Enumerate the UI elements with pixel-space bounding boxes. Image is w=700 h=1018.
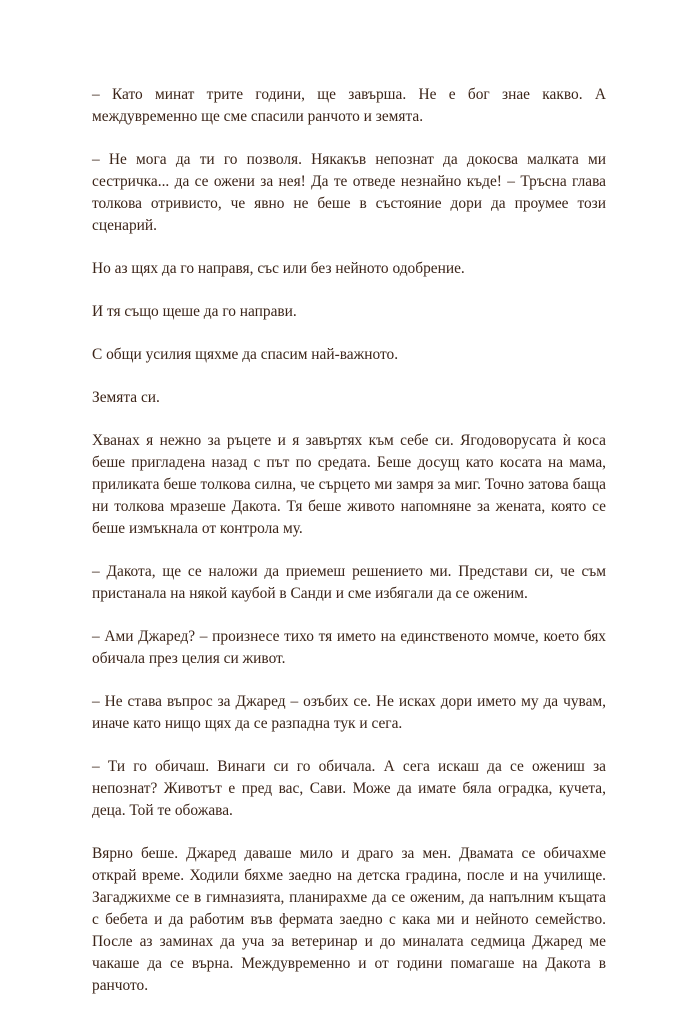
paragraph: С общи усилия щяхме да спасим най-важното.	[92, 346, 399, 363]
paragraph: Вярно беше. Джаред даваше мило и драго за мен. Двамата се обичахме открай време. Ходили бяхме заедно на детска градина, после и на училище. Загаджихме се в гимназията, планирахме да се оженим, да напълним къщата с бебета и да работим във фермата заедно с кака ми и нейното семейство. После аз заминах да уча за ветеринар и до миналата седмица Джаред ме чакаше да се върна. Междувременно и от години помагаше на Дакота в ранчото.	[92, 845, 606, 994]
paragraph: – Дакота, ще се наложи да приемеш решението ми. Представи си, че съм пристанала на някой каубой в Санди и сме избягали да се оженим.	[92, 563, 606, 602]
paragraph: И тя също щеше да го направи.	[92, 303, 297, 320]
paragraph: Земята си.	[92, 389, 160, 406]
paragraph: – Не става въпрос за Джаред – озъбих се. Не исках дори името му да чувам, иначе като нищо щях да се разпадна тук и сега.	[92, 693, 606, 732]
paragraph: – Като минат трите години, ще завърша. Не е бог знае какво. А междувременно ще сме спасили ранчото и земята.	[92, 86, 606, 125]
paragraph: – Ами Джаред? – произнесе тихо тя името на единственото момче, което бях обичала през целия си живот.	[92, 628, 606, 667]
paragraph: – Не мога да ти го позволя. Някакъв непознат да докосва малката ми сестричка... да се ожени за нея! Да те отведе незнайно къде! – Тръсна глава толкова отривисто, че явно не беше в състояние дори да проумее този сценарий.	[92, 151, 606, 234]
paragraph: Хванах я нежно за ръцете и я завъртях към себе си. Ягодоворусата ѝ коса беше пригладена назад с път по средата. Беше досущ като косата на мама, приликата беше толкова силна, че сърцето ми замря за миг. Точно затова баща ни толкова мразеше Дакота. Тя беше живото напомняне за жената, която се беше измъкнала от контрола му.	[92, 432, 606, 537]
paragraph: – Ти го обичаш. Винаги си го обичала. А сега искаш да се ожениш за непознат? Животът е пред вас, Сави. Може да имате бяла оградка, кучета, деца. Той те обожава.	[92, 758, 606, 819]
paragraph: Но аз щях да го направя, със или без нейното одобрение.	[92, 260, 465, 277]
document-text-body	[92, 84, 606, 1018]
